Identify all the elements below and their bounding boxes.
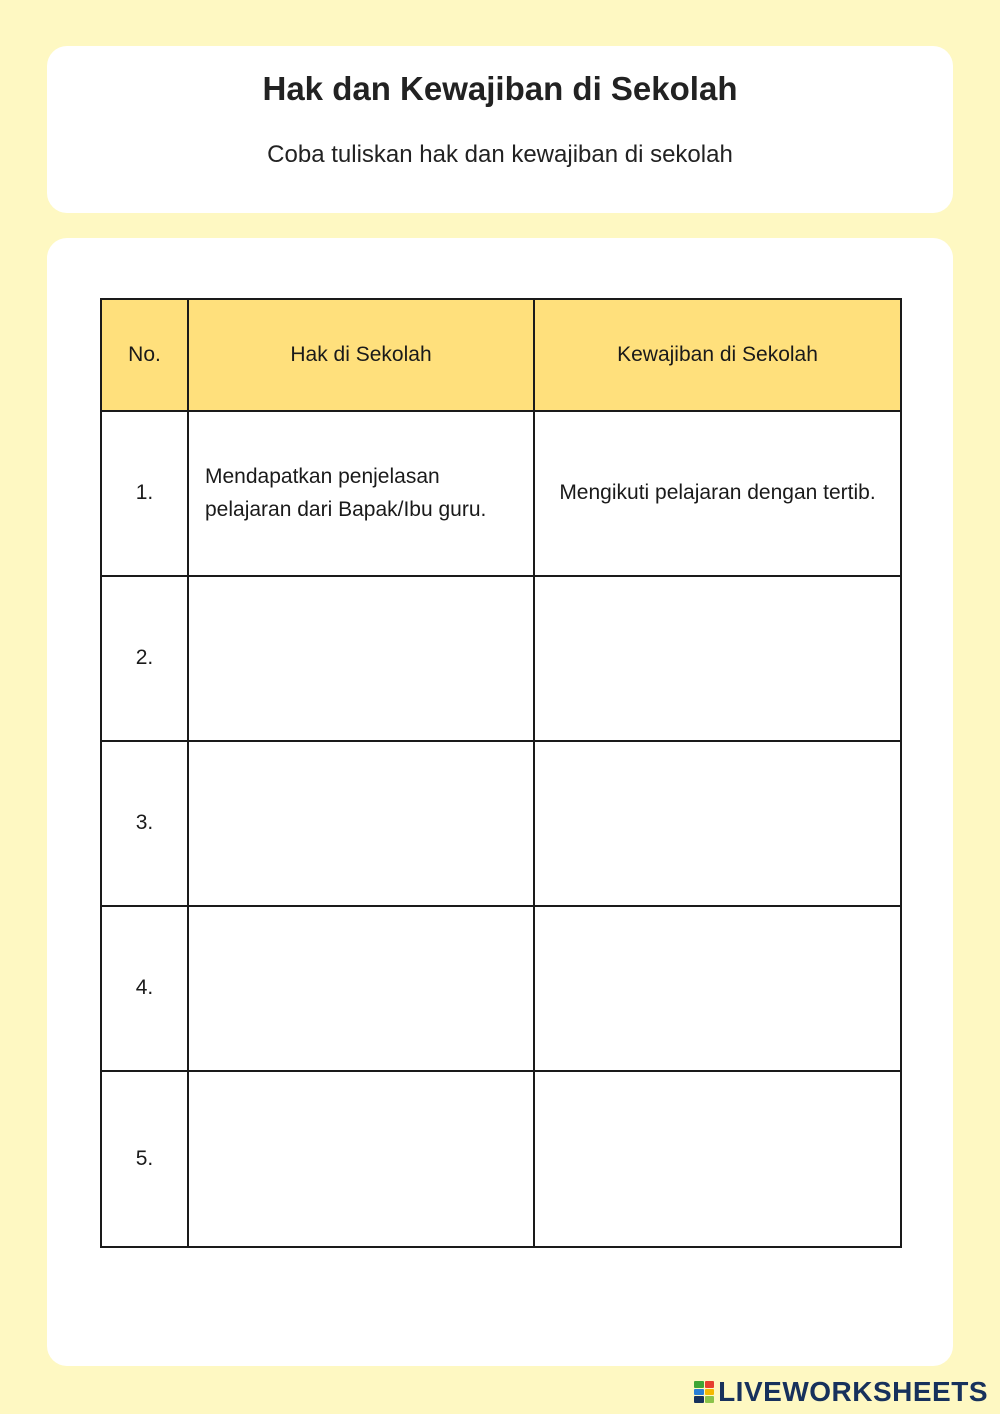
table-row (101, 576, 901, 741)
kewajiban-cell[interactable] (534, 741, 901, 906)
page-title: Hak dan Kewajiban di Sekolah (262, 70, 738, 107)
page-subtitle: Coba tuliskan hak dan kewajiban di sekolah (267, 141, 733, 168)
row-number: 3. (101, 741, 188, 906)
row-number: 1. (101, 411, 188, 576)
hak-cell[interactable] (188, 741, 534, 906)
worksheet-card (47, 238, 953, 1366)
column-header-kewajiban: Kewajiban di Sekolah (534, 299, 901, 411)
header-card (47, 46, 953, 213)
hak-cell[interactable] (188, 1071, 534, 1247)
column-header-hak: Hak di Sekolah (188, 299, 534, 411)
hak-cell[interactable]: Mendapatkan penjelasan pelajaran dari Bapak/Ibu guru. (188, 411, 534, 576)
kewajiban-cell[interactable]: Mengikuti pelajaran dengan tertib. (534, 411, 901, 576)
table-row (101, 411, 901, 576)
row-number: 5. (101, 1071, 188, 1247)
watermark-text: LIVEWORKSHEETS (718, 1376, 988, 1407)
table-row (101, 1071, 901, 1247)
kewajiban-cell[interactable] (534, 1071, 901, 1247)
row-number: 4. (101, 906, 188, 1071)
row-number: 2. (101, 576, 188, 741)
liveworksheets-logo-icon (694, 1381, 714, 1403)
hak-cell[interactable] (188, 576, 534, 741)
rights-obligations-table (100, 298, 902, 1248)
table-row (101, 906, 901, 1071)
table-row (101, 741, 901, 906)
liveworksheets-watermark (694, 1378, 988, 1406)
table-header-row (101, 299, 901, 411)
column-header-no: No. (101, 299, 188, 411)
hak-cell[interactable] (188, 906, 534, 1071)
kewajiban-cell[interactable] (534, 576, 901, 741)
kewajiban-cell[interactable] (534, 906, 901, 1071)
